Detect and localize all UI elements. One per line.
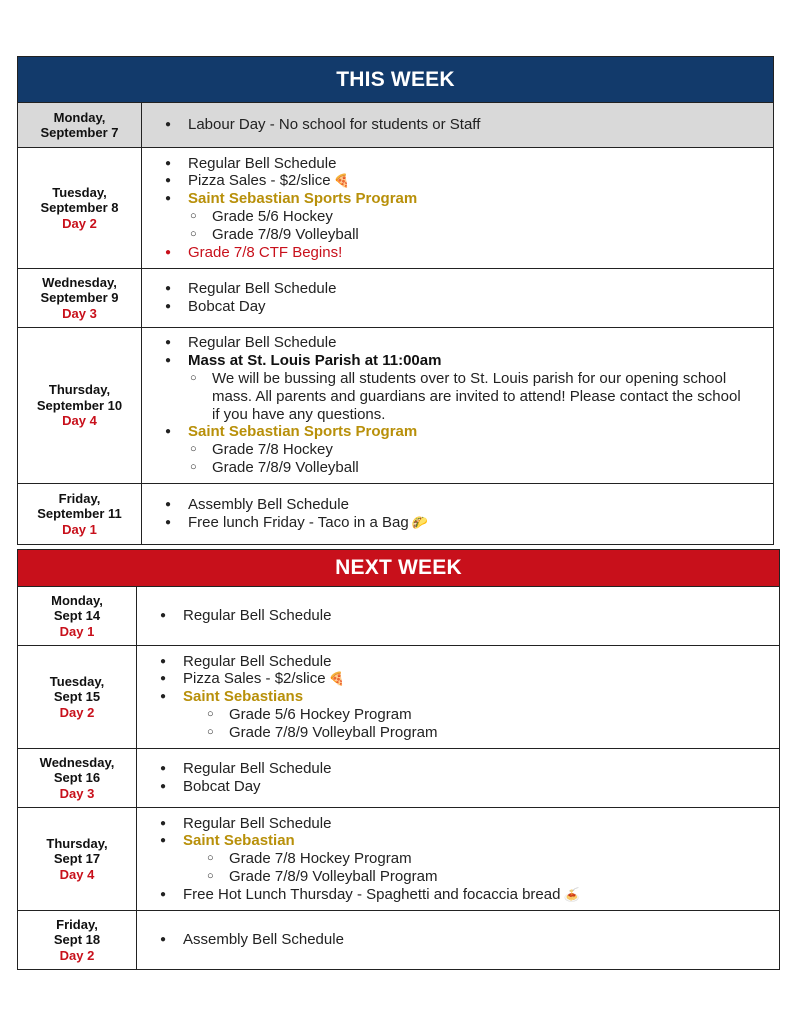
list-item: ● Pizza Sales - $2/slice 🍕 (183, 670, 779, 688)
day-name: Thursday, (48, 382, 111, 398)
table-row (18, 484, 774, 545)
day-number: Day 2 (62, 215, 97, 231)
day-date: Sept 15 (53, 689, 101, 705)
events-cell (137, 587, 780, 646)
day-name: Tuesday, (52, 184, 107, 200)
events-cell (137, 749, 780, 808)
this-week-title: THIS WEEK (18, 57, 774, 103)
table-row (18, 749, 780, 808)
day-cell (18, 148, 142, 269)
day-number: Day 4 (62, 413, 97, 429)
day-name: Wednesday, (39, 754, 115, 770)
list-item: ● Regular Bell Schedule (188, 280, 773, 298)
list-item: ● Pizza Sales - $2/slice 🍕 (188, 172, 773, 190)
day-name: Thursday, (46, 835, 108, 851)
sub-list-item: ○ Grade 5/6 Hockey (212, 208, 773, 226)
list-item: ● Regular Bell Schedule (183, 815, 779, 833)
day-cell (18, 587, 137, 646)
events-cell (142, 269, 774, 328)
list-item: ● Assembly Bell Schedule (183, 931, 779, 949)
list-item: ● Regular Bell Schedule (183, 653, 779, 671)
list-item: ● Bobcat Day (183, 778, 779, 796)
list-item: ● Free lunch Friday - Taco in a Bag 🌮 (188, 514, 773, 532)
list-item: ● Free Hot Lunch Thursday - Spaghetti and focaccia bread 🍝 (183, 886, 779, 904)
list-item: ● Regular Bell Schedule (183, 607, 779, 625)
spaghetti-icon: 🍝 (563, 886, 580, 902)
sub-list-item: ○ Grade 7/8/9 Volleyball (212, 459, 773, 477)
list-item: ● Regular Bell Schedule (188, 334, 773, 352)
events-cell (142, 328, 774, 484)
next-week-header-row (18, 550, 780, 587)
list-item: ● Assembly Bell Schedule (188, 496, 773, 514)
day-cell (18, 646, 137, 749)
day-date: Sept 14 (53, 608, 101, 624)
day-name: Monday, (53, 109, 106, 125)
day-number: Day 1 (59, 623, 95, 639)
day-cell (18, 911, 137, 970)
day-cell (18, 328, 142, 484)
day-date: September 10 (36, 397, 123, 413)
events-cell (142, 148, 774, 269)
list-item: ● Regular Bell Schedule (183, 760, 779, 778)
day-date: September 8 (40, 200, 119, 216)
events-cell (142, 484, 774, 545)
list-item: ● Bobcat Day (188, 298, 773, 316)
this-week-header-row (18, 57, 774, 103)
list-item: ● Saint Sebastian Sports Program ○ Grade 5/6 Hockey ○ Grade 7/8/9 Volleyball (188, 190, 773, 243)
pizza-icon: 🍕 (328, 671, 345, 687)
day-cell (18, 484, 142, 545)
table-row (18, 911, 780, 970)
day-cell (18, 103, 142, 148)
day-cell (18, 269, 142, 328)
table-row (18, 808, 780, 911)
sub-list-item: ○ Grade 7/8/9 Volleyball (212, 226, 773, 244)
day-name: Friday, (56, 916, 98, 932)
day-name: Wednesday, (42, 274, 117, 290)
day-date: September 9 (40, 290, 119, 306)
list-item: ● Saint Sebastian ○ Grade 7/8 Hockey Program ○ Grade 7/8/9 Volleyball Program (183, 832, 779, 885)
day-date: Sept 18 (53, 932, 101, 948)
day-name: Tuesday, (49, 673, 105, 689)
events-cell (137, 646, 780, 749)
sub-list-item: ○ Grade 5/6 Hockey Program (229, 706, 779, 724)
table-row (18, 646, 780, 749)
sub-list-item: ○ Grade 7/8/9 Volleyball Program (229, 724, 779, 742)
list-item: ● Mass at St. Louis Parish at 11:00am ○ We will be bussing all students over to St. Louis parish for our opening school mass. All parents and guardians are invited to attend! Please contact the school if you have any questions. (188, 352, 773, 423)
taco-icon: 🌮 (411, 515, 428, 530)
list-item: ● Labour Day - No school for students or Staff (188, 116, 773, 134)
day-number: Day 3 (62, 305, 97, 321)
sub-list-item: ○ We will be bussing all students over to St. Louis parish for our opening school mass. All parents and guardians are invited to attend! Please contact the school if you have any questions. (212, 370, 743, 423)
next-week-table (17, 549, 780, 970)
list-item: ● Regular Bell Schedule (188, 155, 773, 173)
day-number: Day 3 (59, 785, 95, 801)
list-item: ● Grade 7/8 CTF Begins! (188, 244, 773, 262)
events-cell (137, 808, 780, 911)
day-date: Sept 17 (53, 851, 101, 867)
day-cell (18, 749, 137, 808)
events-cell (137, 911, 780, 970)
events-cell (142, 103, 774, 148)
table-row (18, 103, 774, 148)
table-row (18, 587, 780, 646)
table-row (18, 269, 774, 328)
table-row (18, 328, 774, 484)
next-week-title: NEXT WEEK (18, 550, 780, 587)
day-number: Day 2 (59, 704, 95, 720)
this-week-table (17, 56, 774, 545)
sub-list-item: ○ Grade 7/8/9 Volleyball Program (229, 868, 779, 886)
pizza-icon: 🍕 (333, 173, 350, 189)
day-date: Sept 16 (53, 770, 101, 786)
day-cell (18, 808, 137, 911)
list-item: ● Saint Sebastian Sports Program ○ Grade 7/8 Hockey ○ Grade 7/8/9 Volleyball (188, 423, 773, 476)
list-item: ● Saint Sebastians ○ Grade 5/6 Hockey Program ○ Grade 7/8/9 Volleyball Program (183, 688, 779, 741)
day-name: Monday, (51, 592, 103, 608)
day-date: September 7 (40, 125, 119, 140)
table-row (18, 148, 774, 269)
day-name: Friday, (58, 490, 101, 506)
day-number: Day 4 (59, 866, 95, 882)
sub-list-item: ○ Grade 7/8 Hockey Program (229, 850, 779, 868)
sub-list-item: ○ Grade 7/8 Hockey (212, 441, 773, 459)
day-number: Day 2 (59, 947, 95, 963)
day-date: September 11 (37, 506, 122, 522)
day-number: Day 1 (62, 521, 97, 537)
